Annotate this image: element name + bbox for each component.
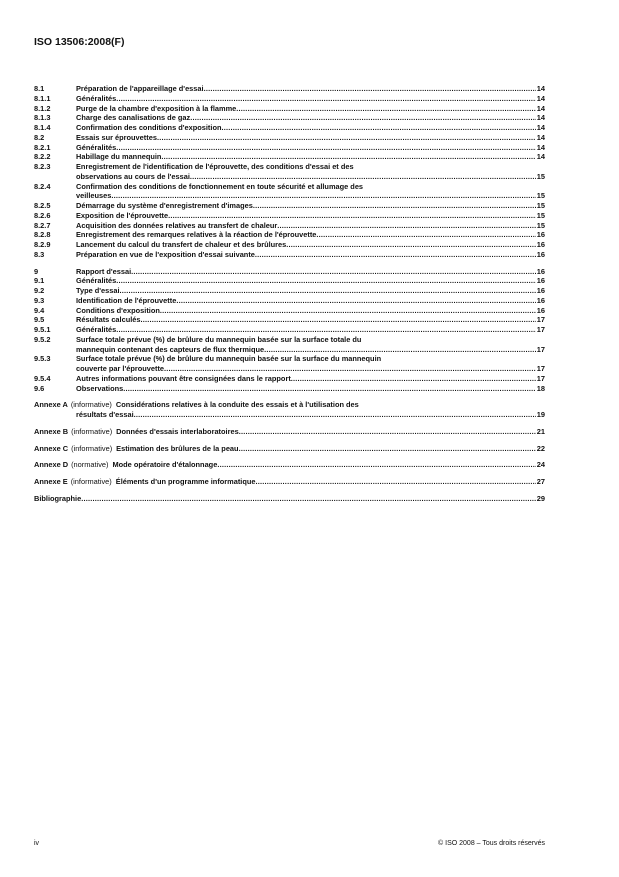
entry-line — [76, 182, 545, 192]
copyright: © ISO 2008 – Tous droits réservés — [438, 840, 545, 847]
entry-line — [76, 230, 545, 240]
entry-line — [76, 94, 545, 104]
spacer — [34, 420, 545, 427]
entry-line — [34, 494, 545, 504]
entry-page: 16 — [536, 305, 545, 315]
entry-title: veilleuses — [76, 191, 112, 201]
annex-entry[interactable] — [34, 477, 545, 487]
entry-title: Autres informations pouvant être consignées dans le rapport — [76, 373, 291, 383]
entry-page: 15 — [536, 171, 545, 181]
toc-entry[interactable] — [34, 123, 545, 133]
toc-entry[interactable] — [34, 104, 545, 114]
entry-body — [76, 325, 545, 335]
entry-title: Identification de l'éprouvette — [76, 295, 177, 305]
annex-label: Bibliographie — [34, 493, 82, 503]
entry-page: 15 — [536, 201, 545, 210]
entry-title: Habillage du mannequin — [76, 152, 162, 162]
entry-title: Observations — [76, 383, 124, 393]
toc-entry[interactable] — [34, 267, 545, 277]
entry-body — [34, 477, 545, 487]
toc-entry[interactable] — [34, 230, 545, 240]
entry-line — [76, 133, 545, 143]
section-number: 8.3 — [34, 249, 45, 259]
entry-page: 16 — [536, 295, 545, 305]
entry-page: 17 — [536, 344, 545, 354]
dot-leader — [204, 84, 536, 94]
entry-body — [76, 211, 545, 221]
entry-body — [76, 84, 545, 94]
section-number: 8.1 — [34, 84, 45, 93]
annex-type: (informative) — [71, 443, 113, 453]
toc-entry[interactable] — [34, 143, 545, 153]
spacer — [34, 453, 545, 460]
dot-leader — [161, 152, 535, 162]
table-of-contents — [34, 84, 545, 504]
entry-body — [76, 123, 545, 133]
entry-page: 14 — [536, 132, 545, 142]
dot-leader — [116, 325, 536, 335]
toc-entry[interactable] — [34, 315, 545, 325]
entry-page: 14 — [536, 142, 545, 152]
entry-body — [34, 460, 545, 470]
entry-title: couverte par l'éprouvette — [76, 364, 165, 373]
annex-type: (informative) — [70, 400, 112, 410]
entry-title: Surface totale prévue (%) de brûlure du mannequin basée sur la surface du mannequin — [76, 354, 382, 364]
entry-line — [76, 240, 545, 250]
page-number: iv — [34, 840, 40, 847]
entry-title: Lancement du calcul du transfert de chaleur et des brûlures — [76, 240, 287, 249]
entry-page: 14 — [536, 113, 545, 123]
toc-entry[interactable] — [34, 221, 545, 231]
entry-line — [76, 250, 545, 260]
entry-body — [76, 133, 545, 143]
dot-leader — [236, 104, 535, 114]
section-number: 9.5.3 — [34, 354, 51, 364]
dot-leader — [176, 296, 535, 306]
entry-body — [76, 296, 545, 306]
entry-line — [76, 211, 545, 221]
entry-page: 27 — [536, 477, 545, 486]
annex-label: Annexe E — [34, 477, 68, 486]
toc-entry[interactable] — [34, 240, 545, 250]
entry-body — [76, 374, 545, 384]
entry-title: Essais sur éprouvettes — [76, 132, 157, 142]
section-number: 8.2.3 — [34, 162, 51, 171]
entry-title: Rapport d'essai — [76, 266, 132, 276]
entry-page: 17 — [536, 325, 545, 334]
entry-line — [76, 162, 545, 172]
entry-body — [34, 427, 545, 437]
toc-entry[interactable] — [34, 335, 545, 355]
toc-entry[interactable] — [34, 374, 545, 384]
entry-title: Type d'essai — [76, 286, 120, 295]
entry-title: Résultats calculés — [76, 315, 141, 325]
toc-entry[interactable] — [34, 84, 545, 94]
entry-page: 14 — [536, 103, 545, 113]
section-number: 8.2.5 — [34, 201, 51, 210]
spacer — [34, 437, 545, 444]
dot-leader — [316, 230, 535, 240]
entry-title: Données d'essais interlaboratoires — [116, 426, 239, 436]
entry-page: 18 — [536, 383, 545, 393]
section-number: 9.5.2 — [34, 334, 51, 344]
entry-line — [76, 221, 545, 231]
entry-body — [34, 494, 545, 504]
entry-line — [76, 374, 545, 384]
page-footer — [34, 840, 545, 847]
section-number: 8.1.2 — [34, 103, 51, 113]
entry-page: 22 — [536, 443, 545, 453]
dot-leader — [164, 364, 536, 374]
annex-entry[interactable] — [34, 427, 545, 437]
entry-title: Éléments d'un programme informatique — [115, 477, 256, 486]
entry-line — [76, 384, 545, 394]
entry-title: Purge de la chambre d'exposition à la flamme — [76, 103, 237, 113]
dot-leader — [141, 315, 536, 325]
section-number: 8.2 — [34, 132, 45, 142]
entry-page: 17 — [536, 315, 545, 325]
toc-entry[interactable] — [34, 201, 545, 211]
dot-leader — [253, 201, 536, 211]
entry-title: Enregistrement des remarques relatives à la réaction de l'éprouvette — [76, 230, 317, 240]
entry-body — [76, 240, 545, 250]
section-number: 8.2.6 — [34, 210, 51, 220]
entry-title: Généralités — [76, 276, 117, 286]
section-number: 9 — [34, 266, 39, 276]
entry-title: Généralités — [76, 93, 117, 103]
dot-leader — [116, 276, 536, 286]
section-number: 9.2 — [34, 286, 45, 295]
dot-leader — [217, 460, 535, 470]
entry-body — [34, 444, 545, 454]
entry-page: 16 — [536, 276, 545, 286]
entry-page: 14 — [536, 123, 545, 132]
entry-line — [76, 191, 545, 201]
section-number: 9.6 — [34, 383, 45, 393]
entry-title: résultats d'essai — [76, 410, 134, 419]
entry-line — [76, 104, 545, 114]
entry-title: Estimation des brûlures de la peau — [116, 443, 239, 453]
entry-title: Généralités — [76, 142, 117, 152]
toc-entry[interactable] — [34, 250, 545, 260]
entry-body — [76, 201, 545, 211]
toc-entry[interactable] — [34, 113, 545, 123]
entry-title: Confirmation des conditions d'exposition — [76, 123, 222, 132]
entry-title: Surface totale prévue (%) de brûlure du mannequin basée sur la surface totale du — [76, 334, 362, 344]
spacer — [34, 470, 545, 477]
toc-entry[interactable] — [34, 384, 545, 394]
toc-entry[interactable] — [34, 133, 545, 143]
dot-leader — [116, 94, 536, 104]
entry-body — [76, 306, 545, 316]
entry-line — [76, 286, 545, 296]
annex-entry[interactable] — [34, 444, 545, 454]
toc-entry[interactable] — [34, 306, 545, 316]
toc-entry[interactable] — [34, 211, 545, 221]
section-number: 8.1.1 — [34, 93, 51, 103]
dot-leader — [190, 113, 536, 123]
entry-title: Généralités — [76, 325, 117, 334]
entry-body — [76, 162, 545, 182]
annex-entry[interactable] — [34, 400, 545, 420]
entry-page: 14 — [536, 93, 545, 103]
dot-leader — [160, 306, 536, 316]
annex-label: Annexe B — [34, 426, 69, 436]
entry-body — [76, 104, 545, 114]
entry-page: 15 — [536, 220, 545, 230]
entry-title: Mode opératoire d'étalonnage — [112, 460, 218, 470]
annex-label: Annexe D — [34, 460, 69, 470]
entry-page: 16 — [536, 249, 545, 259]
dot-leader — [81, 494, 536, 504]
entry-body — [76, 276, 545, 286]
entry-line — [76, 354, 545, 364]
entry-line — [76, 152, 545, 162]
entry-page: 16 — [536, 240, 545, 249]
annex-label: Annexe C — [34, 443, 69, 453]
entry-line — [34, 410, 545, 420]
entry-line — [76, 306, 545, 316]
section-number: 8.2.2 — [34, 152, 51, 162]
section-number: 9.5 — [34, 315, 45, 325]
toc-entry[interactable] — [34, 276, 545, 286]
dot-leader — [123, 384, 536, 394]
entry-page: 17 — [536, 364, 545, 373]
entry-title: Préparation de l'appareillage d'essai — [76, 84, 204, 93]
dot-leader — [291, 374, 536, 384]
entry-body — [76, 315, 545, 325]
entry-page: 15 — [536, 210, 545, 220]
dot-leader — [239, 427, 536, 437]
section-number: 8.2.9 — [34, 240, 51, 249]
dot-leader — [221, 123, 535, 133]
entry-title: Enregistrement de l'identification de l'éprouvette, des conditions d'essai et des — [76, 162, 354, 171]
entry-line — [76, 315, 545, 325]
section-number: 9.5.1 — [34, 325, 51, 334]
toc-entry[interactable] — [34, 296, 545, 306]
dot-leader — [134, 410, 536, 420]
entry-title: Confirmation des conditions de fonctionnement en toute sécurité et allumage des — [76, 181, 364, 191]
dot-leader — [264, 345, 536, 355]
section-number: 8.2.1 — [34, 142, 51, 152]
entry-line — [34, 460, 545, 470]
entry-page: 14 — [536, 84, 545, 93]
entry-title: Acquisition des données relatives au transfert de chaleur — [76, 220, 278, 230]
entry-page: 16 — [536, 266, 545, 276]
dot-leader — [157, 133, 536, 143]
section-number: 8.1.3 — [34, 113, 51, 123]
toc-entry[interactable] — [34, 286, 545, 296]
spacer — [34, 487, 545, 494]
toc-entry[interactable] — [34, 182, 545, 202]
entry-page: 16 — [536, 286, 545, 295]
dot-leader — [168, 211, 536, 221]
entry-line — [34, 427, 545, 437]
annex-type: (informative) — [71, 426, 113, 436]
entry-page: 21 — [536, 426, 545, 436]
toc-entry[interactable] — [34, 325, 545, 335]
dot-leader — [239, 444, 536, 454]
dot-leader — [120, 286, 536, 296]
entry-page: 24 — [536, 460, 545, 470]
section-number: 8.2.8 — [34, 230, 51, 240]
entry-body — [76, 384, 545, 394]
entry-line — [76, 201, 545, 211]
entry-line — [34, 400, 545, 410]
dot-leader — [256, 477, 536, 487]
section-number: 8.2.4 — [34, 181, 51, 191]
entry-body — [76, 230, 545, 240]
annex-entry[interactable] — [34, 460, 545, 470]
dot-leader — [111, 191, 535, 201]
dot-leader — [255, 250, 536, 260]
dot-leader — [277, 221, 536, 231]
entry-line — [76, 325, 545, 335]
entry-title: Conditions d'exposition — [76, 305, 160, 315]
dot-leader — [131, 267, 536, 277]
annex-entry[interactable] — [34, 494, 545, 504]
entry-line — [76, 84, 545, 94]
entry-page: 16 — [536, 230, 545, 240]
entry-title: Considérations relatives à la conduite des essais et à l'utilisation des — [115, 400, 359, 410]
entry-page: 14 — [536, 152, 545, 162]
entry-title: Démarrage du système d'enregistrement d'images — [76, 201, 253, 210]
dot-leader — [190, 172, 536, 182]
entry-title: observations au cours de l'essai — [76, 171, 190, 181]
entry-body — [76, 94, 545, 104]
section-number: 9.4 — [34, 305, 45, 315]
section-number: 9.1 — [34, 276, 45, 286]
document-header: ISO 13506:2008(F) — [34, 36, 125, 48]
entry-page: 17 — [536, 373, 545, 383]
entry-title: Charge des canalisations de gaz — [76, 113, 191, 123]
toc-entry[interactable] — [34, 162, 545, 182]
entry-line — [76, 143, 545, 153]
entry-body — [76, 286, 545, 296]
entry-line — [76, 172, 545, 182]
entry-line — [76, 296, 545, 306]
entry-line — [76, 267, 545, 277]
section-number: 9.3 — [34, 295, 45, 305]
entry-body — [76, 267, 545, 277]
entry-body — [76, 182, 545, 202]
section-number: 8.1.4 — [34, 123, 51, 132]
entry-body — [76, 250, 545, 260]
entry-body — [76, 143, 545, 153]
entry-title: mannequin contenant des capteurs de flux thermique — [76, 344, 265, 354]
toc-entry[interactable] — [34, 152, 545, 162]
entry-title: Préparation en vue de l'exposition d'essai suivante — [76, 249, 255, 259]
entry-page: 19 — [536, 410, 545, 419]
spacer — [34, 260, 545, 267]
toc-entry[interactable] — [34, 94, 545, 104]
entry-body — [76, 152, 545, 162]
entry-page: 15 — [536, 191, 545, 201]
section-number: 9.5.4 — [34, 373, 51, 383]
entry-line — [76, 123, 545, 133]
entry-page: 29 — [536, 493, 545, 503]
entry-body — [76, 221, 545, 231]
annex-label: Annexe A — [34, 400, 68, 410]
annex-type: (informative) — [70, 477, 112, 486]
entry-line — [34, 477, 545, 487]
entry-line — [34, 444, 545, 454]
toc-entry[interactable] — [34, 354, 545, 374]
entry-body — [76, 354, 545, 374]
entry-line — [76, 335, 545, 345]
dot-leader — [116, 143, 536, 153]
entry-body — [76, 335, 545, 355]
entry-line — [76, 113, 545, 123]
entry-line — [76, 276, 545, 286]
entry-body — [34, 400, 545, 420]
entry-line — [76, 364, 545, 374]
section-number: 8.2.7 — [34, 220, 51, 230]
entry-line — [76, 345, 545, 355]
entry-title: Exposition de l'éprouvette — [76, 210, 169, 220]
entry-body — [76, 113, 545, 123]
annex-type: (normative) — [71, 460, 109, 470]
dot-leader — [286, 240, 535, 250]
spacer — [34, 393, 545, 400]
